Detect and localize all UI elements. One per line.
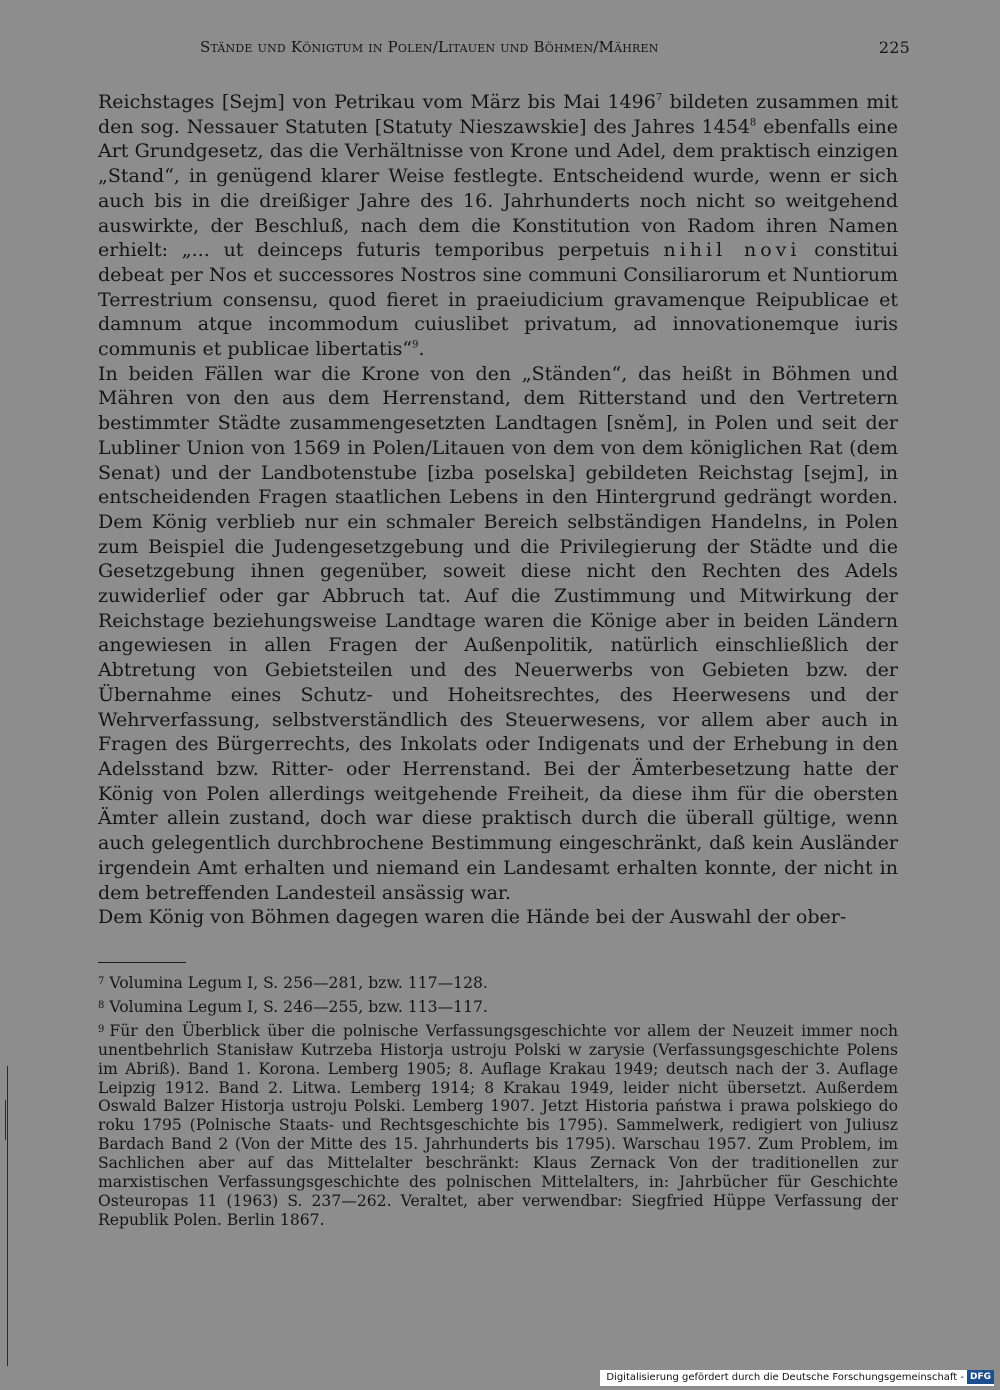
footnote-text: Volumina Legum I, S. 256—281, bzw. 117—128. xyxy=(109,974,488,992)
scan-margin-line xyxy=(7,1066,8,1366)
text-run: Reichstages [Sejm] von Petrikau vom März bis Mai 1496 xyxy=(98,91,656,113)
footnote-mark: 8 xyxy=(98,999,105,1011)
paragraph-3: Dem König von Böhmen dagegen waren die Hände bei der Auswahl der ober- xyxy=(98,906,847,929)
scan-margin-line xyxy=(5,1100,6,1140)
credit-text: Digitalisierung gefördert durch die Deutsche Forschungsgemeinschaft - xyxy=(606,1372,964,1383)
text-run: constitui debeat per Nos et successores Nostros sine communi Consiliarorum et Nuntiorum Terrestrium consensu, quod fieret in praeiudicium gravamenque Reipublicae et damnum atque incommodum cuiuslibet privatum, ad innovationemque iuris communis et publicae libertatis“ xyxy=(98,239,898,361)
running-header-title: Stände und Königtum in Polen/Litauen und Böhmen/Mähren xyxy=(200,38,659,56)
page-number: 225 xyxy=(878,38,910,57)
dfg-logo-icon: DFG xyxy=(967,1370,994,1384)
footnote-ref-7: 7 xyxy=(655,92,663,104)
spaced-emphasis: nihil novi xyxy=(663,239,801,262)
footnote-ref-9: 9 xyxy=(412,339,419,351)
footnotes xyxy=(98,973,898,1234)
running-header xyxy=(200,38,910,62)
paragraph-1 xyxy=(98,90,898,362)
text-run: bildeten zusammen mit den sog. Nessauer Statuten [Statuty Nieszawskie] des Jahres 1454 xyxy=(98,91,898,138)
footnote xyxy=(98,973,898,993)
footnote-text: Für den Überblick über die polnische Verfassungsgeschichte vor allem der Neuzeit immer noch unentbehrlich Stanisław Kutrzeba Historja ustroju Polski w zarysie (Verfassungsgeschichte Polens im Abriß). Band 1. Korona. Lemberg 1905; 8. Auflage Krakau 1949; deutsch nach der 3. Auflage Leipzig 1912. Band 2. Litwa. Lemberg 1914; 8 Krakau 1949, leider nicht übersetzt. Außerdem Oswald Balzer Historja ustroju Polski. Lemberg 1907. Jetzt Historia państwa i prawa polskiego do roku 1795 (Polnische Staats- und Rechtsgeschichte bis 1795). Sammelwerk, redigiert von Juliusz Bardach Band 2 (Von der Mitte des 15. Jahrhunderts bis 1795). Warschau 1957. Zum Problem, im Sachlichen aber auf das Mittelalter beschränkt: Klaus Zernack Von der traditionellen zur marxistischen Verfassungsgeschichte des polnischen Mittelalters, in: Jahrbücher für Geschichte Osteuropas 11 (1963) S. 237—262. Veraltet, aber verwendbar: Siegfried Hüppe Verfassung der Republik Polen. Berlin 1867. xyxy=(98,1021,898,1229)
main-text xyxy=(98,90,898,930)
footnote-separator xyxy=(98,962,186,963)
text-run: . xyxy=(418,338,425,361)
footnote-ref-8: 8 xyxy=(749,117,757,129)
footnote xyxy=(98,1021,898,1230)
footnote-text: Volumina Legum I, S. 246—255, bzw. 113—117. xyxy=(109,997,488,1016)
text-run: ebenfalls eine Art Grundgesetz, das die Verhältnisse von Krone und Adel, dem praktisch einzigen „Stand“, in genügend klarer Weise festlegte. Entscheidend wurde, wenn er sich auch bis in die dreißiger Jahre des 16. Jahrhunderts noch nicht so weitgehend auswirkte, der Beschluß, nach dem die Konstitution von Radom ihren Namen erhielt: „... ut deinceps futuris temporibus perpetuis xyxy=(98,115,898,262)
paragraph-2: In beiden Fällen war die Krone von den „Ständen“, das heißt in Böhmen und Mähren von den aus dem Herrenstand, dem Ritterstand und den Vertretern bestimmter Städte zusammengesetzten Landtagen [sněm], in Polen und seit der Lubliner Union von 1569 in Polen/Litauen von dem von dem königlichen Rat (dem Senat) und der Landbotenstube [izba poselska] gebildeten Reichstag [sejm], in entscheidenden Fragen staatlichen Lebens in den Hintergrund gedrängt worden. Dem König verblieb nur ein schmaler Bereich selbständigen Handelns, in Polen zum Beispiel die Judengesetzgebung und die Privilegierung der Städte und die Gesetzgebung ihnen gegenüber, soweit diese nicht den Rechten des Adels zuwiderlief oder gar Abbruch tat. Auf die Zustimmung und Mitwirkung der Reichstage beziehungsweise Landtage waren die Könige aber in beiden Ländern angewiesen in allen Fragen der Außenpolitik, natürlich einschließlich der Abtretung von Gebietsteilen und des Neuerwerbs von Gebieten bzw. der Übernahme eines Schutz- und Hoheitsrechtes, des Heerwesens und der Wehrverfassung, selbstverständlich des Steuerwesens, vor allem aber auch in Fragen des Bürgerrechts, des Inkolats oder Indigenats und der Erhebung in den Adelsstand bzw. Ritter- oder Herrenstand. Bei der Ämterbesetzung hatte der König von Polen allerdings weitgehende Freiheit, da diese ihm für die obersten Ämter allein zustand, doch war diese praktisch durch die überall gültige, wenn auch gelegentlich durchbrochene Bestimmung eingeschränkt, daß kein Ausländer irgendein Amt erhalten und niemand ein Landesamt erhalten konnte, der nicht in dem betreffenden Landesteil ansässig war. xyxy=(98,362,898,904)
digitization-credit xyxy=(600,1370,994,1386)
footnote-mark: 9 xyxy=(98,1023,105,1035)
footnote xyxy=(98,997,898,1017)
footnote-mark: 7 xyxy=(98,976,105,987)
